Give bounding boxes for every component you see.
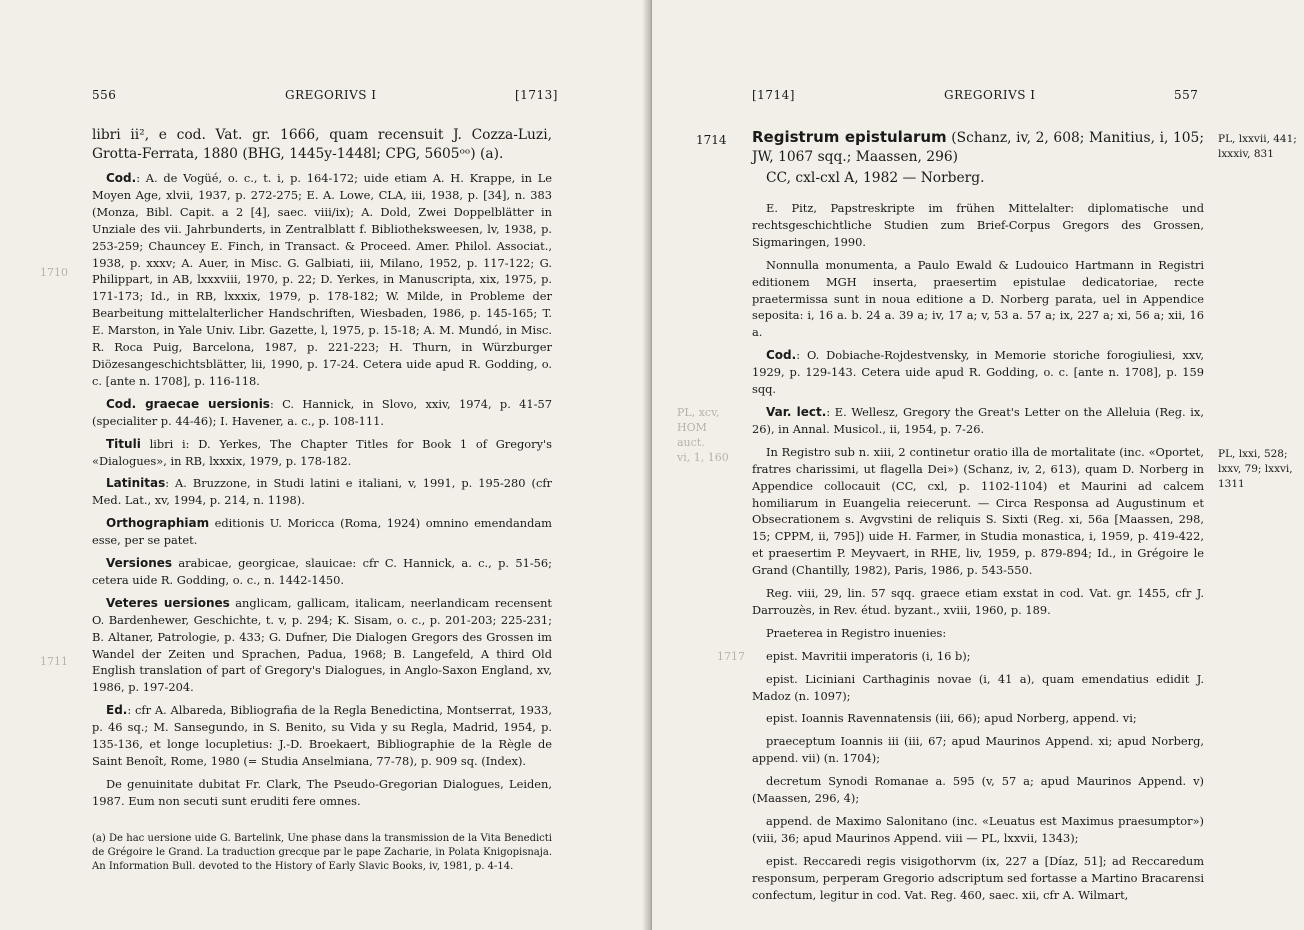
entry-refs: (Schanz, iv, 2, 608; Manitius, i, 105; JW, 1067 sqq.; Maassen, 296) [752, 130, 1204, 165]
paragraph [752, 671, 1204, 705]
paragraph-text: Praeterea in Registro inuenies: [766, 625, 947, 640]
section-bracket: [1714] [752, 88, 795, 102]
paragraph-text: epist. Mavritii imperatoris (i, 16 b); [766, 648, 971, 663]
lemma: Var. lect. [766, 404, 827, 419]
lemma: Cod. [106, 171, 137, 185]
paragraph [752, 733, 1204, 767]
paragraph [752, 625, 1204, 642]
bleed-through: 1711 [40, 655, 68, 668]
paragraph-text: editionis U. Moricca (Roma, 1924) omnino emendandam esse, per se patet. [92, 516, 552, 548]
paragraph [752, 585, 1204, 619]
paragraph-text: append. de Maximo Salonitano (inc. «Leuatus est Maximus praesumptor») (viii, 36; apud Maurinos Append. viii — PL, lxxvii, 1343); [752, 814, 1204, 845]
paragraph-text: libri i: D. Yerkes, The Chapter Titles for Book 1 of Gregory's «Dialogues», in RB, lxxxix, 1979, p. 178-182. [92, 436, 552, 468]
paragraph-text: : cfr A. Albareda, Bibliografia de la Regla Benedictina, Montserrat, 1933, p. 46 sq.; M. Sansegundo, in S. Benito, su Vida y su Regla, Madrid, 1954, p. 135-136, et longe locupletius: J.-D. Broekaert, Bibliographie de la Règle de Saint Benoît, Rome, 1980 (= Studia Anselmiana, 77-78), p. 909 sq. (Index). [92, 703, 552, 768]
right-page [652, 0, 1304, 930]
paragraph [92, 126, 552, 164]
paragraph-text: decretum Synodi Romanae a. 595 (v, 57 a; apud Maurinos Append. v) (Maassen, 296, 4); [752, 774, 1204, 806]
paragraph-text: : O. Dobiache-Rojdestvensky, in Memorie storiche forogiuliesi, xxv, 1929, p. 129-143. Cetera uide apud R. Godding, o. c. [ante n. 1708], p. 159 sqq. [752, 348, 1204, 397]
lemma: Versiones [106, 556, 173, 571]
paragraph-text: epist. Liciniani Carthaginis novae (i, 41 a), quam emendatius edidit J. Madoz (n. 1097); [752, 671, 1204, 703]
paragraph-text: : C. Hannick, in Slovo, xxiv, 1974, p. 41-57 (specialiter p. 44-46); I. Havener, a. c., p. 108-111. [92, 396, 552, 428]
paragraph [752, 710, 1204, 727]
paragraph [752, 813, 1204, 847]
paragraph [92, 595, 552, 696]
paragraph [92, 396, 552, 430]
running-header: GREGORIVS I [285, 88, 377, 102]
paragraph [92, 436, 552, 470]
lemma: Tituli [106, 436, 141, 451]
page-number: 556 [92, 88, 117, 102]
left-page [0, 0, 650, 930]
paragraph-text: : E. Wellesz, Gregory the Great's Letter on the Alleluia (Reg. ix, 26), in Annal. Musicol., ii, 1954, p. 7-26. [752, 404, 1204, 436]
paragraph [92, 170, 552, 390]
paragraph-text: De genuinitate dubitat Fr. Clark, The Pseudo-Gregorian Dialogues, Leiden, 1987. Eum non secuti sunt eruditi fere omnes. [92, 776, 552, 808]
paragraph [752, 444, 1204, 579]
bleed-through: 1717 [717, 650, 745, 663]
lemma: Orthographiam [106, 516, 210, 531]
bleed-through: PL, xcv, HOM auct. vi, 1, 160 [677, 406, 729, 464]
paragraph [92, 702, 552, 770]
paragraph [92, 555, 552, 589]
margin-note: PL, lxxvii, 441; lxxxiv, 831 [1218, 133, 1297, 160]
lemma: Latinitas [106, 476, 166, 491]
paragraph-text: E. Pitz, Papstreskripte im frühen Mittelalter: diplomatische und rechtsgeschichtliche Studien zum Brief-Corpus Gregors des Grossen, Sigmaringen, 1990. [752, 201, 1204, 249]
right-text-column [752, 200, 1204, 910]
paragraph [92, 776, 552, 810]
lemma: Ed. [106, 703, 128, 718]
page-number: 557 [1174, 88, 1199, 102]
edition-line: CC, cxl-cxl A, 1982 — Norberg. [766, 170, 985, 186]
running-header: GREGORIVS I [944, 88, 1036, 102]
margin-note: PL, lxxi, 528; lxxv, 79; lxxvi, 1311 [1218, 448, 1293, 490]
paragraph [752, 853, 1204, 904]
left-text-column [92, 126, 552, 816]
paragraph [752, 347, 1204, 398]
lemma: Cod. [766, 348, 797, 363]
lemma: Veteres uersiones [106, 595, 230, 610]
paragraph-text: epist. Ioannis Ravennatensis (iii, 66); apud Norberg, append. vi; [766, 711, 1137, 726]
paragraph [752, 200, 1204, 251]
paragraph-text: Reg. viii, 29, lin. 57 sqq. graece etiam exstat in cod. Vat. gr. 1455, cfr J. Darrouzès, in Rev. étud. byzant., xviii, 1960, p. 189. [752, 586, 1204, 617]
paragraph-text: anglicam, gallicam, italicam, neerlandicam recensent O. Bardenhewer, Geschichte, t. v, p. 294; K. Sisam, o. c., p. 201-203; 225-231; B. Altaner, Patrologie, p. 433; G. Dufner, Die Dialogen Gregors des Grossen im Wandel der Zeiten und Sprachen, Padua, 1968; B. Langefeld, A third Old English translation of part of Gregory's Dialogues, in Anglo-Saxon England, xv, 1986, p. 197-204. [92, 595, 552, 695]
paragraph-text: praeceptum Ioannis iii (iii, 67; apud Maurinos Append. xi; apud Norberg, append. vii) (n. 1704); [752, 734, 1204, 766]
paragraph-text: : A. de Vogüé, o. c., t. i, p. 164-172; uide etiam A. H. Krappe, in Le Moyen Age, xlvii, 1937, p. 272-275; E. A. Lowe, CLA, iii, 1938, p. [34], n. 383 (Monza, Bibl. Capit. a 2 [4], saec. viii/ix); A. Dold, Zwei Doppelblätter in Unziale des vii. Jahrbunderts, in Zentralblatt f. Bibliotheksweesen, lv, 1938, p. 253-259; Chauncey E. Finch, in Transact. & Proceed. Amer. Philol. Associat., 1938, p. xxxv; A. Auer, in Misc. G. Galbiati, iii, Milano, 1952, p. 117-122; G. Philippart, in AB, lxxxviii, 1970, p. 22; D. Yerkes, in Manuscripta, xix, 1975, p. 171-173; Id., in RB, lxxxix, 1979, p. 178-182; W. Milde, in Probleme der Bearbeitung mittelalterlicher Handschriften, Wiesbaden, 1986, p. 145-165; T. E. Marston, in Yale Univ. Libr. Gazette, l, 1975, p. 15-18; A. M. Mundó, in Misc. R. Roca Puig, Barcelona, 1987, p. 221-223; H. Thurn, in Würzburger Diözesangeschichtsblätter, lii, 1990, p. 17-24. Cetera uide apud R. Godding, o. c. [ante n. 1708], p. 116-118. [92, 171, 552, 388]
section-bracket: [1713] [515, 88, 558, 102]
paragraph [752, 404, 1204, 438]
entry-title: Registrum epistularum [752, 128, 947, 146]
paragraph-text: epist. Reccaredi regis visigothorvm (ix, 227 a [Díaz, 51]; ad Reccaredum responsum, perperam Gregorio adscriptum sed fortasse a Martino Bracarensi confectum, legitur in cod. Vat. Reg. 460, saec. xii, cfr A. Wilmart, [752, 853, 1204, 902]
paragraph-text: : A. Bruzzone, in Studi latini e italiani, v, 1991, p. 195-280 (cfr Med. Lat., xv, 1994, p. 214, n. 1198). [92, 476, 552, 508]
paragraph-text: arabicae, georgicae, slauicae: cfr C. Hannick, a. c., p. 51-56; cetera uide R. Godding, o. c., n. 1442-1450. [92, 556, 552, 587]
entry-heading [752, 128, 1204, 196]
paragraph [92, 515, 552, 549]
lemma: Cod. graecae uersionis [106, 396, 270, 411]
paragraph-text: Nonnulla monumenta, a Paulo Ewald & Ludouico Hartmann in Registri editionem MGH inserta, praesertim epistulae dedicatoriae, recte praetermissa sunt in noua editione a D. Norberg parata, uel in Appendice seposita: i, 16 a. b. 24 a. 39 a; iv, 17 a; v, 53 a. 57 a; ix, 227 a; xi, 56 a; xii, 16 a. [752, 257, 1204, 340]
paragraph [752, 648, 1204, 665]
footnote: (a) De hac uersione uide G. Bartelink, Une phase dans la transmission de la Vita Benedicti de Grégoire le Grand. La traduction grecque par le pape Zacharie, in Polata Knigopisnaja. An Information Bull. devoted to the History of Early Slavic Books, iv, 1981, p. 4-14. [92, 833, 552, 872]
paragraph [752, 773, 1204, 807]
paragraph-text: libri ii², e cod. Vat. gr. 1666, quam recensuit J. Cozza-Luzi, Grotta-Ferrata, 1880 (BHG, 1445y-1448l; CPG, 5605ᵒᵒ) (a). [92, 127, 552, 162]
bleed-through: 1710 [40, 266, 68, 279]
entry-number: 1714 [696, 133, 727, 147]
paragraph [752, 257, 1204, 342]
paragraph [92, 475, 552, 509]
paragraph-text: In Registro sub n. xiii, 2 continetur oratio illa de mortalitate (inc. «Oportet, fratres charissimi, ut flagella Dei») (Schanz, iv, 2, 613), quam D. Norberg in Appendice collocauit (CC, cxl, p. 1102-1104) et Maurini ad calcem homiliarum in Euangelia reiecerunt. — Circa Responsa ad Augustinum et Obsecrationem s. Avgvstini de reliquis S. Sixti (Reg. xi, 56a [Maassen, 298, 15; CPPM, ii, 795]) uide H. Farmer, in Studia monastica, i, 1959, p. 419-422, et praesertim P. Meyvaert, in RHE, liv, 1959, p. 879-894; Id., in Grégoire le Grand (Chantilly, 1982), Paris, 1986, p. 543-550. [752, 444, 1204, 578]
